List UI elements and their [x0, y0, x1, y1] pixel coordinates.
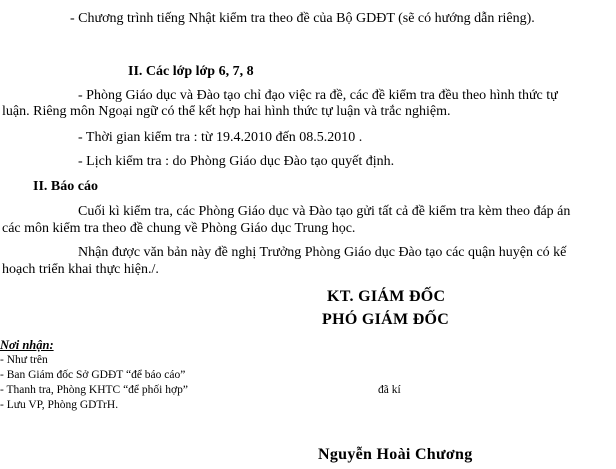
recipient-item: - Thanh tra, Phòng KHTC “để phối hợp” — [0, 384, 188, 396]
report-line-2: các môn kiểm tra theo đề chung về Phòng Giáo dục Trung học. — [2, 221, 356, 236]
exam-time-line: - Thời gian kiểm tra : từ 19.4.2010 đến 08.5.2010 . — [78, 130, 363, 145]
exam-format-line-2: luận. Riêng môn Ngoại ngữ có thể kết hợp hai hình thức tự luận và trắc nghiệm. — [2, 104, 451, 119]
recipient-item: - Lưu VP, Phòng GDTrH. — [0, 399, 119, 411]
signer-name: Nguyễn Hoài Chương — [318, 446, 473, 463]
recipient-item: - Ban Giám đốc Sở GDĐT “để báo cáo” — [0, 369, 186, 381]
signed-note: đã kí — [378, 384, 401, 396]
recipients-heading: Nơi nhận: — [0, 338, 54, 352]
exam-schedule-line: - Lịch kiểm tra : do Phòng Giáo dục Đào tạo quyết định. — [78, 154, 395, 169]
recipient-item: - Như trên — [0, 354, 48, 366]
signature-title-vice-director: PHÓ GIÁM ĐỐC — [322, 311, 450, 328]
japanese-program-line: - Chương trình tiếng Nhật kiểm tra theo đề của Bộ GDĐT (sẽ có hướng dẫn riêng). — [70, 11, 535, 26]
signature-title-deputy: KT. GIÁM ĐỐC — [327, 288, 446, 305]
request-line-2: hoạch triển khai thực hiện./. — [2, 262, 159, 277]
request-line-1: Nhận được văn bản này đề nghị Trưởng Phòng Giáo dục Đào tạo các quận huyện có kế — [78, 245, 567, 260]
exam-format-line-1: - Phòng Giáo dục và Đào tạo chỉ đạo việc ra đề, các đề kiểm tra đều theo hình thức tự — [78, 88, 558, 103]
section-heading-grades-6-7-8: II. Các lớp lớp 6, 7, 8 — [128, 64, 254, 79]
section-heading-report: II. Báo cáo — [33, 179, 98, 194]
report-line-1: Cuối kì kiểm tra, các Phòng Giáo dục và Đào tạo gửi tất cả đề kiểm tra kèm theo đáp án — [78, 204, 571, 219]
